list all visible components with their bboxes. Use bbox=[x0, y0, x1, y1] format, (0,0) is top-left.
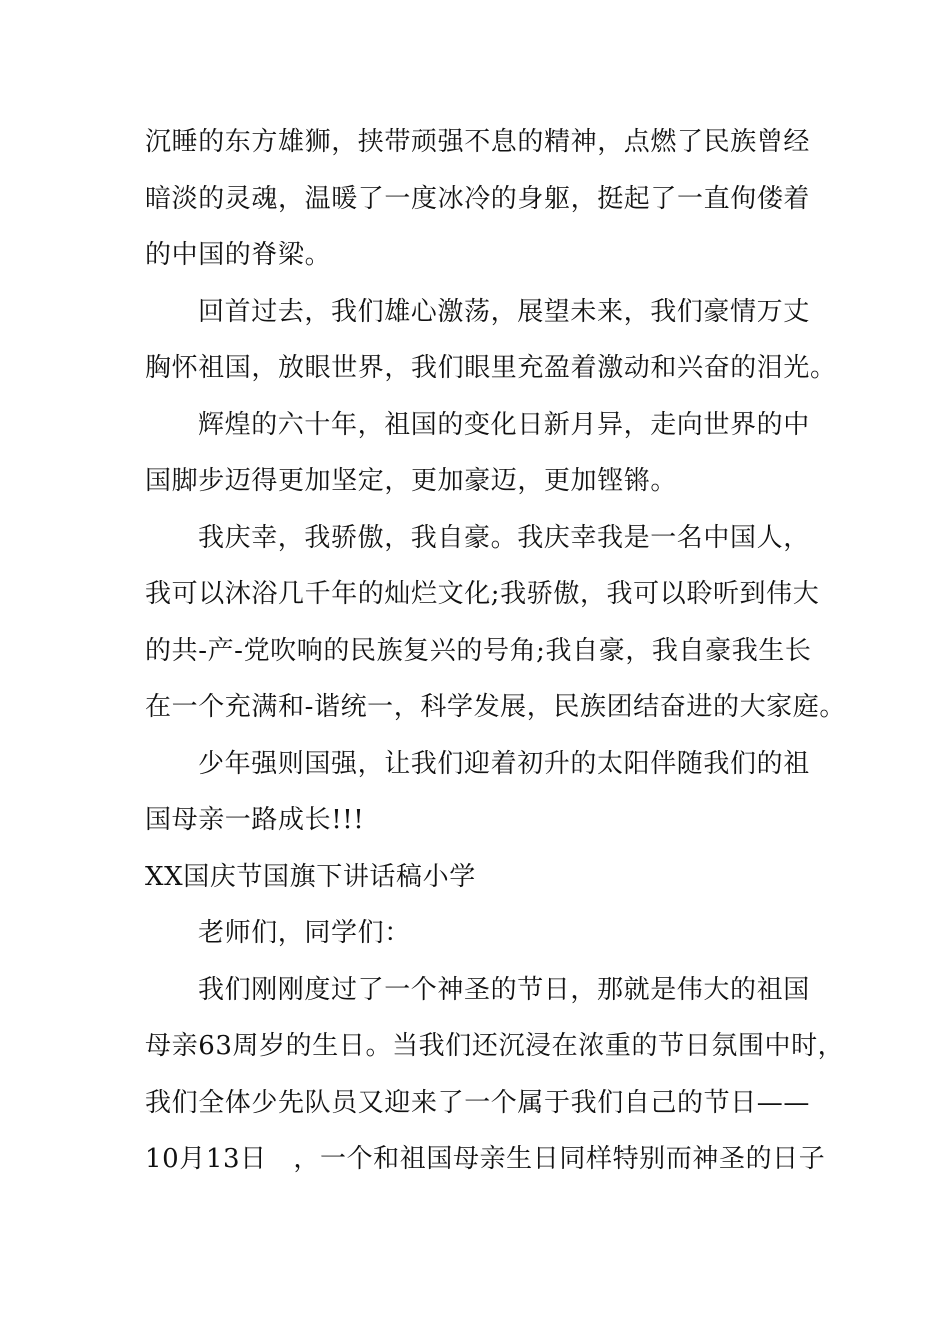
paragraph-line: 暗淡的灵魂，温暖了一度冰冷的身躯，挺起了一直佝偻着 bbox=[145, 183, 811, 214]
salutation-line: 老师们，同学们： bbox=[198, 918, 411, 948]
paragraph-line: 沉睡的东方雄狮，挟带顽强不息的精神，点燃了民族曾经 bbox=[145, 127, 811, 157]
paragraph-line: 国脚步迈得更加坚定，更加豪迈，更加铿锵。 bbox=[145, 466, 678, 496]
paragraph-line: 的共-产-党吹响的民族复兴的号角;我自豪，我自豪我生长 bbox=[145, 635, 812, 666]
paragraph-line: 在一个充满和-谐统一，科学发展，民族团结奋进的大家庭。 bbox=[145, 692, 846, 722]
paragraph-line: 的中国的脊梁。 bbox=[145, 240, 332, 270]
paragraph-line: 少年强则国强，让我们迎着初升的太阳伴随我们的祖 bbox=[198, 748, 810, 779]
paragraph-line: 回首过去，我们雄心激荡，展望未来，我们豪情万丈 bbox=[198, 296, 810, 327]
paragraph-line: 国母亲一路成长!!! bbox=[145, 805, 365, 835]
paragraph-line: 母亲63周岁的生日。当我们还沉浸在浓重的节日氛围中时， bbox=[145, 1031, 845, 1061]
paragraph-line: 我庆幸，我骄傲，我自豪。我庆幸我是一名中国人， bbox=[198, 522, 810, 553]
section-title: XX国庆节国旗下讲话稿小学 bbox=[145, 861, 476, 892]
paragraph-line: 辉煌的六十年，祖国的变化日新月异，走向世界的中 bbox=[198, 409, 810, 440]
paragraph-line: 我可以沐浴几千年的灿烂文化;我骄傲，我可以聆听到伟大 bbox=[145, 579, 820, 609]
paragraph-line: 10月13日 ，一个和祖国母亲生日同样特别而神圣的日子 bbox=[145, 1144, 826, 1174]
paragraph-line: 我们刚刚度过了一个神圣的节日，那就是伟大的祖国 bbox=[198, 974, 810, 1005]
paragraph-line: 胸怀祖国，放眼世界，我们眼里充盈着激动和兴奋的泪光。 bbox=[145, 353, 837, 383]
paragraph-line: 我们全体少先队员又迎来了一个属于我们自己的节日—— bbox=[145, 1087, 811, 1118]
document-body bbox=[145, 120, 846, 1194]
